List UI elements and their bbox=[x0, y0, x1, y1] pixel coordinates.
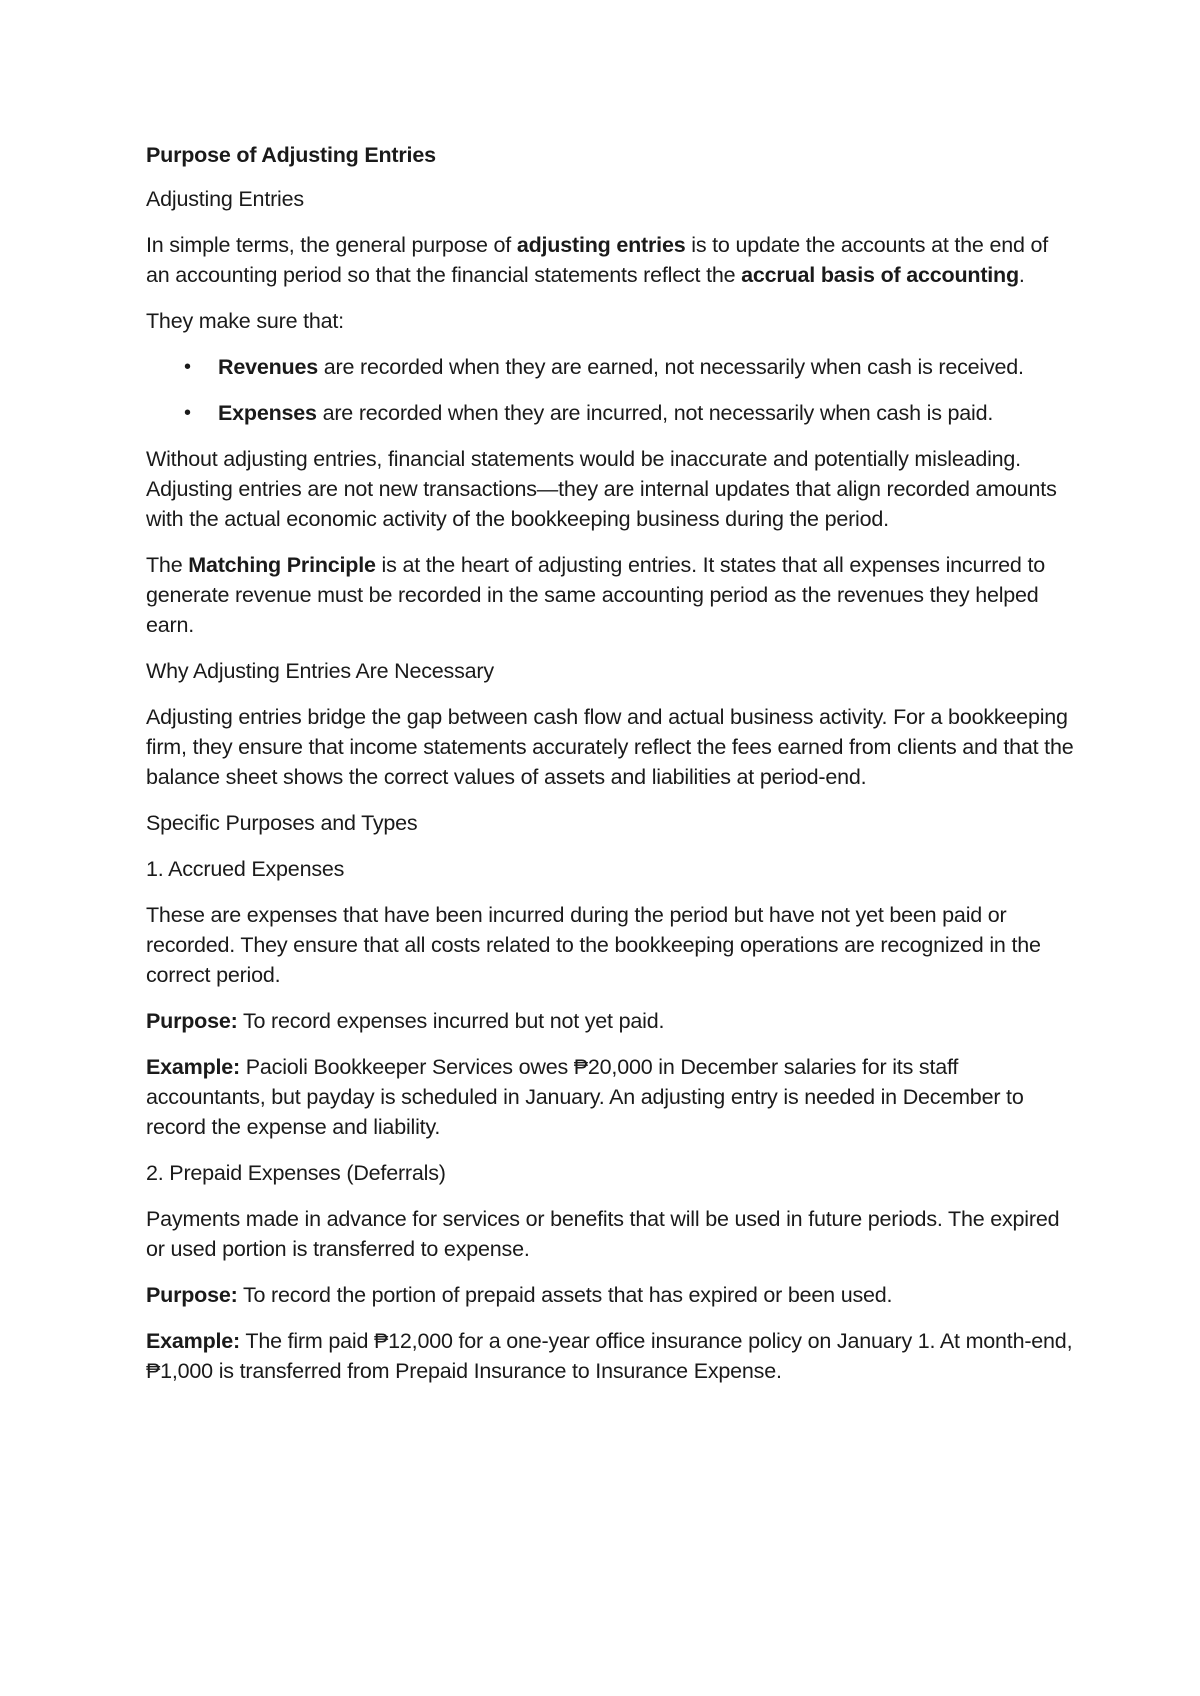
example-text: The firm paid ₱12,000 for a one-year office insurance policy on January 1. At month-end, ₱1,000 is transferred from Prepaid Insurance to Insurance Expense. bbox=[146, 1329, 1073, 1383]
section1-heading: 1. Accrued Expenses bbox=[146, 857, 345, 881]
bullet-text: are recorded when they are incurred, not necessarily when cash is paid. bbox=[316, 401, 994, 425]
section1-example bbox=[146, 1052, 1076, 1142]
purpose-label: Purpose: bbox=[146, 1009, 238, 1033]
bullet-bold-term: Revenues bbox=[218, 355, 318, 379]
intro-pre: In simple terms, the general purpose of bbox=[146, 233, 517, 257]
matching-post: is at the heart of adjusting entries. It states that all expenses incurred to generate revenue must be recorded in the same accounting period as the revenues they helped earn. bbox=[146, 553, 1045, 637]
matching-bold: Matching Principle bbox=[188, 553, 376, 577]
example-label: Example: bbox=[146, 1055, 240, 1079]
document-page bbox=[146, 140, 1076, 1402]
why-paragraph: Adjusting entries bridge the gap between cash flow and actual business activity. For a bookkeeping firm, they ensure that income statements accurately reflect the fees earned from clients and that the balance sheet shows the correct values of assets and liabilities at period-end. bbox=[146, 705, 1074, 789]
bullet-list bbox=[146, 352, 1076, 428]
heading-adjusting-entries: Adjusting Entries bbox=[146, 187, 304, 211]
without-paragraph: Without adjusting entries, financial statements would be inaccurate and potentially misleading. Adjusting entries are not new transactions—they are internal updates that align recorded amounts with the actual economic activity of the bookkeeping business during the period. bbox=[146, 447, 1057, 531]
make-sure-line: They make sure that: bbox=[146, 309, 344, 333]
bullet-text: are recorded when they are earned, not necessarily when cash is received. bbox=[317, 355, 1024, 379]
example-label: Example: bbox=[146, 1329, 240, 1353]
intro-paragraph bbox=[146, 230, 1076, 290]
section1-purpose bbox=[146, 1006, 1076, 1036]
matching-paragraph bbox=[146, 550, 1076, 640]
purpose-text: To record the portion of prepaid assets that has expired or been used. bbox=[237, 1283, 893, 1307]
bullet-bold-term: Expenses bbox=[218, 401, 317, 425]
intro-bold-adjusting-entries: adjusting entries bbox=[516, 233, 686, 257]
bullet-icon: • bbox=[184, 356, 191, 378]
purpose-text: To record expenses incurred but not yet paid. bbox=[237, 1009, 665, 1033]
heading-why: Why Adjusting Entries Are Necessary bbox=[146, 659, 494, 683]
purpose-label: Purpose: bbox=[146, 1283, 238, 1307]
section2-paragraph: Payments made in advance for services or benefits that will be used in future periods. The expired or used portion is transferred to expense. bbox=[146, 1207, 1060, 1261]
bullet-icon: • bbox=[184, 402, 191, 424]
section2-purpose bbox=[146, 1280, 1076, 1310]
section2-example bbox=[146, 1326, 1076, 1386]
intro-post: . bbox=[1018, 263, 1025, 287]
intro-bold-accrual-basis: accrual basis of accounting bbox=[741, 263, 1019, 287]
list-item bbox=[184, 398, 1076, 428]
heading-specific: Specific Purposes and Types bbox=[146, 811, 418, 835]
document-title: Purpose of Adjusting Entries bbox=[146, 143, 436, 167]
section2-heading: 2. Prepaid Expenses (Deferrals) bbox=[146, 1161, 446, 1185]
example-text: Pacioli Bookkeeper Services owes ₱20,000 in December salaries for its staff accountants, but payday is scheduled in January. An adjusting entry is needed in December to record the expense and liability. bbox=[146, 1055, 1024, 1139]
list-item bbox=[184, 352, 1076, 382]
section1-paragraph: These are expenses that have been incurred during the period but have not yet been paid or recorded. They ensure that all costs related to the bookkeeping operations are recognized in the correct period. bbox=[146, 903, 1041, 987]
intro-mid: is to update the accounts at the end of an accounting period so that the financial statements reflect the bbox=[146, 233, 1049, 287]
matching-pre: The bbox=[146, 553, 189, 577]
